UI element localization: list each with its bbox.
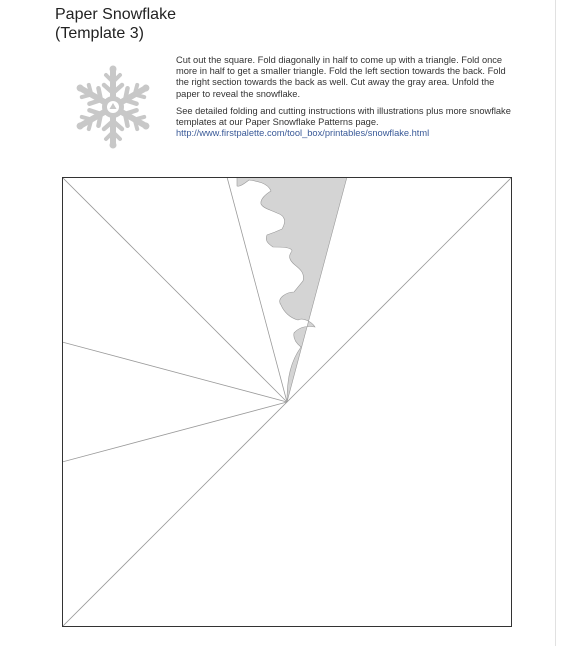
instructions-paragraph-2 bbox=[176, 106, 516, 140]
instructions-paragraph-1: Cut out the square. Fold diagonally in half to come up with a triangle. Fold once more in half to get a smaller triangle. Fold the left section towards the back. Fold the right section towards the back as well. Cut away the gray area. Unfold the paper to reveal the snowflake. bbox=[176, 55, 506, 99]
snowflake-icon bbox=[66, 64, 160, 150]
fold-line-left-1 bbox=[62, 342, 287, 402]
patterns-link[interactable]: http://www.firstpalette.com/tool_box/printables/snowflake.html bbox=[176, 128, 430, 139]
instructions bbox=[176, 55, 516, 145]
fold-line-diagonal-upper bbox=[62, 177, 287, 402]
instructions-paragraph-2-text: See detailed folding and cutting instructions with illustrations plus more snowflake templates at our Paper Snowflake Patterns page. bbox=[176, 105, 511, 128]
title-line-2: (Template 3) bbox=[55, 25, 144, 42]
fold-line-left-2 bbox=[62, 402, 287, 462]
page-title bbox=[55, 5, 176, 43]
snowflake-template bbox=[62, 177, 512, 627]
title-line-1: Paper Snowflake bbox=[55, 6, 176, 23]
